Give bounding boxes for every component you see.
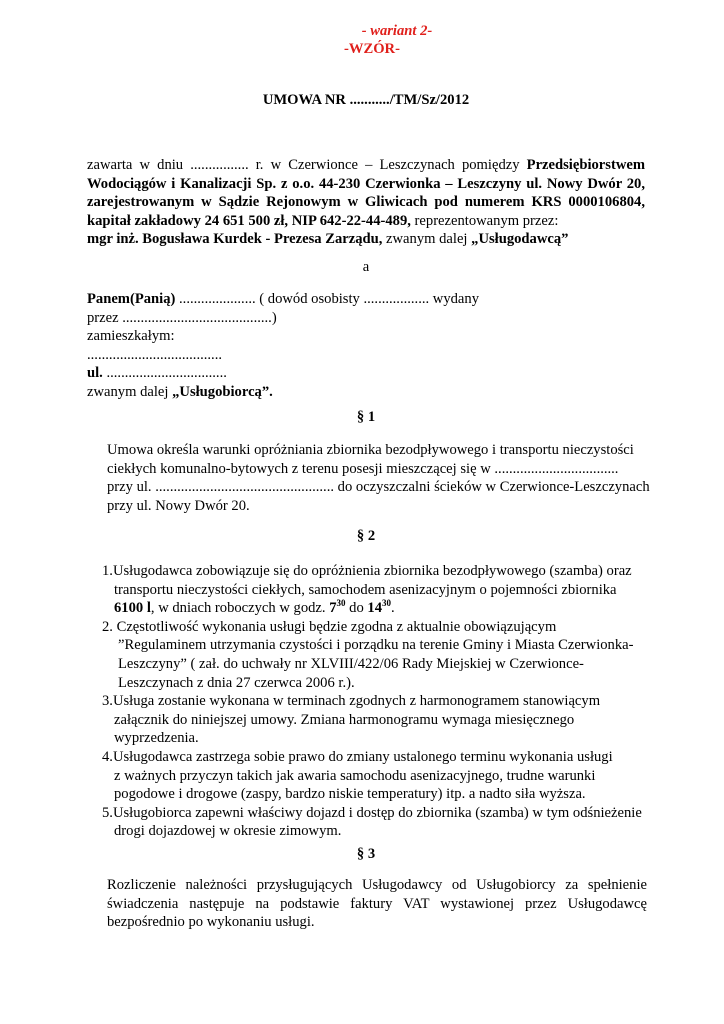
s2-text: . bbox=[390, 600, 395, 617]
company-registration: zarejestrowanym w Sądzie Rejonowym w Gliwicach pod numerem KRS 0000106804, bbox=[87, 194, 645, 211]
intro-paragraph bbox=[87, 156, 645, 249]
s3-line-2: świadczenia następuje na podstawie faktury VAT wystawionej przez Usługodawcę bbox=[107, 895, 647, 912]
company-address: Wodociągów i Kanalizacji Sp. z o.o. 44-230 Czerwionka – Leszczyny ul. Nowy Dwór 20, bbox=[87, 175, 645, 192]
party-line-5 bbox=[87, 364, 647, 383]
s2-item-1-line-3 bbox=[102, 599, 662, 618]
s3-line-3: bezpośrednio po wykonaniu usługi. bbox=[107, 914, 315, 931]
s1-line-3: przy ul. ................................................. do oczyszczalni ścieków w Czerwionce-Leszczynach bbox=[107, 479, 650, 496]
s2-text: do bbox=[345, 600, 368, 617]
s2-item-2-line-3: Leszczyny” ( zał. do uchwały nr XLVIII/422/06 Rady Miejskiej w Czerwionce- bbox=[118, 655, 584, 672]
client-party-block bbox=[87, 290, 647, 402]
intro-line-2 bbox=[87, 175, 645, 194]
party-text: zwanym dalej bbox=[87, 383, 173, 400]
s2-item-4-line-1: 4.Usługodawca zastrzega sobie prawo do zmiany ustalonego terminu wykonania usługi bbox=[102, 748, 613, 765]
intro-text: zawarta w dniu ................ r. w Czerwionce – Leszczynach pomiędzy bbox=[87, 157, 527, 173]
s1-line-4: przy ul. Nowy Dwór 20. bbox=[107, 497, 250, 514]
s1-line-2: ciekłych komunalno-bytowych z terenu posesji mieszczącej się w .................................. bbox=[107, 460, 619, 477]
s3-line-1: Rozliczenie należności przysługujących Usługodawcy od Usługobiorcy za spełnienie bbox=[107, 877, 647, 893]
party-text: ................................. bbox=[102, 365, 227, 382]
section-3-heading: § 3 bbox=[356, 846, 376, 862]
s2-item-1-line-1: 1.Usługodawca zobowiązuje się do opróżnienia zbiornika bezodpływowego (szamba) oraz bbox=[102, 563, 632, 579]
s2-item-2-line-4: Leszczynach z dnia 27 czerwca 2006 r.). bbox=[118, 674, 355, 691]
intro-text: zwanym dalej bbox=[382, 231, 472, 248]
service-recipient-term: „Usługobiorcą”. bbox=[172, 383, 273, 400]
s2-item-1-line-2: transportu nieczystości ciekłych, samochodem asenizacyjnym o pojemności zbiornika bbox=[114, 581, 617, 598]
party-line-2: przez .........................................) bbox=[87, 309, 277, 326]
variant-label: - wariant 2- bbox=[361, 23, 433, 39]
party-line-3: zamieszkałym: bbox=[87, 328, 175, 345]
s2-item-5-line-1: 5.Usługobiorca zapewni właściwy dojazd i dostęp do zbiornika (szamba) w tym odśnieżenie bbox=[102, 804, 642, 821]
s2-item-3-line-1: 3.Usługa zostanie wykonana w terminach zgodnych z harmonogramem stanowiącym bbox=[102, 693, 601, 710]
intro-line-5 bbox=[87, 230, 645, 249]
section-2-heading: § 2 bbox=[356, 528, 376, 544]
contract-title: UMOWA NR .........../TM/Sz/2012 bbox=[262, 92, 470, 108]
s2-item-4-line-2: z ważnych przyczyn takich jak awaria samochodu asenizacyjnego, trudne warunki bbox=[114, 767, 596, 784]
hour-end: $14^{30}$ bbox=[367, 598, 391, 617]
s2-text: , w dniach roboczych w godz. bbox=[150, 600, 330, 617]
section-2-body bbox=[102, 562, 662, 841]
template-label: -WZÓR- bbox=[344, 41, 400, 57]
client-salutation: Panem(Panią) bbox=[87, 291, 176, 307]
s2-item-3-line-3: wyprzedzenia. bbox=[114, 730, 199, 747]
s2-item-5-line-2: drogi dojazdowej w okresie zimowym. bbox=[114, 823, 342, 840]
hour-start: $7^{30}$ bbox=[329, 598, 346, 617]
s1-line-1: Umowa określa warunki opróżniania zbiornika bezodpływowego i transportu nieczystości bbox=[107, 442, 634, 458]
section-1-heading: § 1 bbox=[356, 409, 376, 425]
intro-line-4 bbox=[87, 212, 645, 231]
s2-item-3-line-2: załącznik do niniejszej umowy. Zmiana harmonogramu wymaga miesięcznego bbox=[114, 711, 575, 728]
service-provider-term: „Usługodawcą” bbox=[471, 231, 569, 248]
party-line-6 bbox=[87, 383, 647, 402]
intro-text: reprezentowanym przez: bbox=[410, 212, 559, 229]
section-3-body bbox=[107, 876, 647, 932]
company-capital: kapitał zakładowy 24 651 500 zł, NIP 642-22-44-489, bbox=[87, 212, 411, 229]
intro-line-3 bbox=[87, 193, 645, 212]
conjunction: a bbox=[362, 259, 370, 275]
party-line-4: ..................................... bbox=[87, 346, 222, 363]
s2-item-2-line-2: ”Regulaminem utrzymania czystości i porządku na terenie Gminy i Miasta Czerwionka- bbox=[118, 637, 634, 654]
s2-item-4-line-3: pogodowe i drogowe (zaspy, bardzo niskie temperatury) itp. a nadto siła wyższa. bbox=[114, 786, 586, 803]
party-text: ..................... ( dowód osobisty .................. wydany bbox=[175, 291, 480, 307]
section-1-body bbox=[107, 441, 652, 515]
s2-item-2-line-1: 2. Częstotliwość wykonania usługi będzie zgodna z aktualnie obowiązującym bbox=[102, 618, 557, 635]
company-name: Przedsiębiorstwem bbox=[526, 157, 645, 173]
intro-line-1 bbox=[87, 156, 645, 175]
party-line-1 bbox=[87, 290, 647, 309]
company-representative: mgr inż. Bogusława Kurdek - Prezesa Zarządu, bbox=[87, 231, 383, 248]
tank-capacity: 6100 l bbox=[114, 600, 151, 617]
street-label: ul. bbox=[87, 365, 103, 382]
